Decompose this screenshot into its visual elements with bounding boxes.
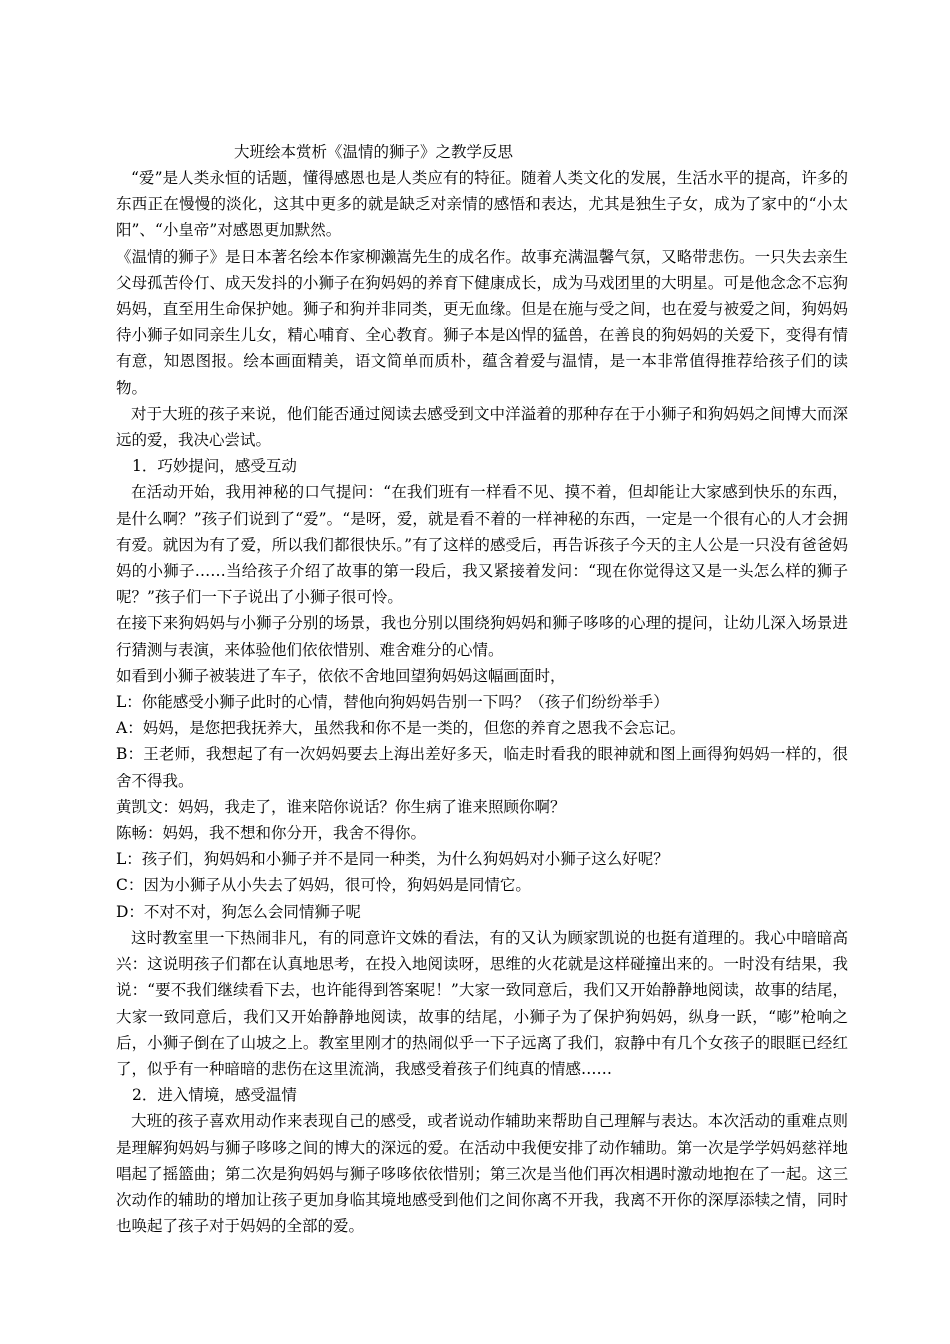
section-heading-2: 2．进入情境，感受温情 <box>132 1086 297 1105</box>
paragraph-farewell-scene: 在接下来狗妈妈与小狮子分别的场景，我也分别以围绕狗妈妈和狮子哆哆的心理的提问，让幼儿深入场景进行猜测与表演，来体验他们依依惜别、难舍难分的心情。 <box>116 614 848 659</box>
paragraph-actions: 大班的孩子喜欢用动作来表现自己的感受，或者说动作辅助来帮助自己理解与表达。本次活动的重难点则是理解狗妈妈与狮子哆哆之间的博大的深远的爱。在活动中我便安排了动作辅助。第一次是学学妈妈慈祥地唱起了摇篮曲；第二次是狗妈妈与狮子哆哆依依惜别；第三次是当他们再次相遇时激动地抱在了一起。这三次动作的辅助的增加让孩子更加身临其境地感受到他们之间你离不开我，我离不开你的深厚添犊之情，同时也唤起了孩子对于妈妈的全部的爱。 <box>116 1112 848 1236</box>
paragraph-book-summary: 《温情的狮子》是日本著名绘本作家柳濑嵩先生的成名作。故事充满温馨气氛，又略带悲伤。一只失去亲生父母孤苦伶仃、成天发抖的小狮子在狗妈妈的养育下健康成长，成为马戏团里的大明星。可是他念念不忘狗妈妈，直至用生命保护她。狮子和狗并非同类，更无血缘。但是在施与受之间，也在爱与被爱之间，狗妈妈待小狮子如同亲生儿女，精心哺育、全心教育。狮子本是凶悍的猛兽，在善良的狗妈妈的关爱下，变得有情有意，知恩图报。绘本画面精美，语文简单而质朴，蕴含着爱与温情，是一本非常值得推荐给孩子们的读物。 <box>116 247 848 397</box>
dialogue-line: 陈畅：妈妈，我不想和你分开，我舍不得你。 <box>116 824 427 843</box>
dialogue-line: D：不对不对，狗怎么会同情狮子呢 <box>116 902 361 921</box>
document-page <box>116 140 848 1239</box>
paragraph-goal: 对于大班的孩子来说，他们能否通过阅读去感受到文中洋溢着的那种存在于小狮子和狗妈妈之间博大而深远的爱，我决心尝试。 <box>116 404 848 450</box>
paragraph-questioning: 在活动开始，我用神秘的口气提问：“在我们班有一样看不见、摸不着，但却能让大家感到快乐的东西，是什么啊？”孩子们说到了“爱”。“是呀，爱，就是看不着的一样神秘的东西，一定是一个很有心的人才会拥有爱。就因为有了爱，所以我们都很快乐。”有了这样的感受后，再告诉孩子今天的主人公是一只没有爸爸妈妈的小狮子……当给孩子介绍了故事的第一段后，我又紧接着发问：“现在你觉得这又是一头怎么样的狮子呢？”孩子们一下子说出了小狮子很可怜。 <box>116 483 848 607</box>
dialogue-line: 黄凯文：妈妈，我走了，谁来陪你说话？你生病了谁来照顾你啊？ <box>116 797 566 816</box>
paragraph-example-intro: 如看到小狮子被装进了车子，依依不舍地回望狗妈妈这幅画面时， <box>116 666 566 685</box>
paragraph-intro: “爱”是人类永恒的话题，懂得感恩也是人类应有的特征。随着人类文化的发展，生活水平的提高，许多的东西正在慢慢的淡化，这其中更多的就是缺乏对亲情的感悟和表达，尤其是独生子女，成为了家中的“小太阳”、“小皇帝”对感恩更加默然。 <box>116 169 848 240</box>
dialogue-line: C：因为小狮子从小失去了妈妈，很可怜，狗妈妈是同情它。 <box>116 876 531 895</box>
paragraph-classroom-discussion: 这时教室里一下热闹非凡，有的同意许文姝的看法，有的又认为顾家凯说的也挺有道理的。我心中暗暗高兴：这说明孩子们都在认真地思考，在投入地阅读呀，思维的火花就是这样碰撞出来的。一时没有结果，我说：“要不我们继续看下去，也许能得到答案呢！”大家一致同意后，我们又开始静静地阅读，故事的结尾，大家一致同意后，我们又开始静静地阅读，故事的结尾，小狮子为了保护狗妈妈，纵身一跃，“嘭”枪响之后，小狮子倒在了山坡之上。教室里刚才的热闹似乎一下子远离了我们，寂静中有几个女孩子的眼眶已经红了，似乎有一种暗暗的悲伤在这里流淌，我感受着孩子们纯真的情感…… <box>116 928 848 1078</box>
dialogue-line: L：孩子们，狗妈妈和小狮子并不是同一种类，为什么狗妈妈对小狮子这么好呢？ <box>116 850 669 869</box>
document-title: 大班绘本赏析《温情的狮子》之教学反思 <box>234 143 514 161</box>
dialogue-line: L：你能感受小狮子此时的心情，替他向狗妈妈告别一下吗？（孩子们纷纷举手） <box>116 693 669 712</box>
dialogue-line: B：王老师，我想起了有一次妈妈要去上海出差好多天，临走时看我的眼神就和图上画得狗妈妈一样的，很舍不得我。 <box>116 745 848 790</box>
dialogue-line: A：妈妈，是您把我抚养大，虽然我和你不是一类的，但您的养育之恩我不会忘记。 <box>116 719 686 738</box>
section-heading-1: 1．巧妙提问，感受互动 <box>132 457 297 476</box>
